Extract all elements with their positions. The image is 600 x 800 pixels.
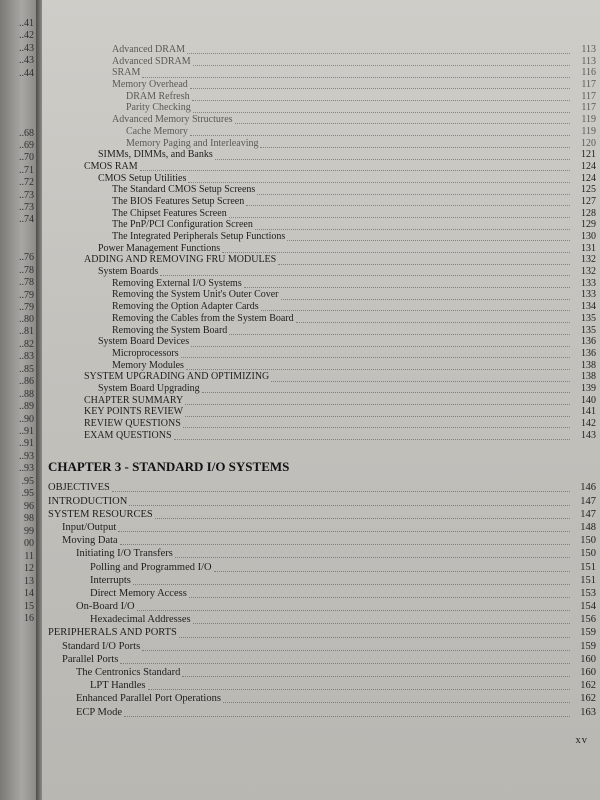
toc-entry-title: SYSTEM RESOURCES: [48, 508, 153, 520]
left-page-fragment: ..89: [19, 401, 34, 412]
toc-leader-dots: [155, 510, 570, 519]
toc-entry: [48, 547, 596, 560]
toc-entry-page: 113: [581, 44, 596, 55]
toc-entry: [48, 679, 596, 692]
toc-entry-title: Removing the Cables from the System Board: [112, 312, 294, 324]
toc-entry-page: 120: [581, 137, 596, 149]
toc-leader-dots: [160, 267, 570, 276]
toc-leader-dots: [257, 186, 570, 195]
toc-entry: [48, 600, 596, 613]
toc-entry-page: 117: [581, 102, 596, 114]
toc-leader-dots: [191, 338, 570, 347]
toc-entry-page: 148: [580, 521, 596, 533]
toc-entry-title: CMOS RAM: [84, 160, 138, 172]
toc-entry: [48, 360, 596, 372]
toc-entry-title: The Centronics Standard: [76, 667, 181, 678]
toc-entry-page: 130: [581, 231, 596, 242]
toc-entry-title: Microprocessors: [112, 347, 179, 359]
toc-entry-title: SYSTEM UPGRADING AND OPTIMIZING: [84, 371, 270, 383]
toc-entry-title: Advanced Memory Structures: [112, 114, 233, 126]
toc-leader-dots: [261, 302, 570, 311]
toc-leader-dots: [192, 92, 570, 101]
toc-leader-dots: [271, 373, 570, 382]
toc-entry-title: Removing External I/O Systems: [112, 277, 242, 289]
toc-leader-dots: [120, 536, 570, 545]
toc-leader-dots: [148, 681, 570, 690]
toc-entry-title: System Board Devices: [98, 336, 190, 348]
toc-entry-page: 131: [581, 242, 596, 254]
toc-entry-title: SRAM: [112, 67, 141, 79]
toc-entry-page: 140: [581, 394, 596, 406]
toc-entry-title: INTRODUCTION: [48, 495, 128, 507]
left-page-fragment: 13: [24, 576, 34, 587]
toc-entry-page: 163: [580, 706, 596, 718]
toc-entry: [48, 430, 596, 442]
toc-entry-page: 160: [580, 667, 596, 678]
toc-leader-dots: [190, 80, 570, 89]
toc-leader-dots: [246, 197, 570, 206]
toc-leader-dots: [142, 642, 570, 651]
toc-entry-title: The PnP/PCI Configuration Screen: [112, 219, 253, 231]
toc-entry: [48, 208, 596, 220]
toc-entry: [48, 692, 596, 705]
toc-entry-page: 133: [581, 277, 596, 289]
toc-entry: [48, 418, 596, 430]
toc-entry: [48, 231, 596, 243]
toc-leader-dots: [215, 151, 570, 160]
toc-entry-page: 135: [581, 324, 596, 336]
toc-entry: [48, 371, 596, 383]
toc-entry-page: 124: [581, 172, 596, 184]
toc-leader-dots: [188, 174, 570, 183]
toc-leader-dots: [281, 291, 570, 300]
toc-leader-dots: [124, 708, 570, 717]
toc-entry-title: OBJECTIVES: [48, 482, 110, 494]
toc-entry: [48, 348, 596, 360]
toc-section-chapter2-continued: [48, 44, 596, 441]
left-page-fragment: ..43: [19, 55, 34, 66]
toc-leader-dots: [202, 384, 570, 393]
left-page-fragment: ..82: [19, 339, 34, 350]
toc-entry-page: 132: [581, 266, 596, 278]
toc-entry: [48, 587, 596, 600]
toc-entry-page: 147: [580, 508, 596, 520]
toc-entry: [48, 184, 596, 196]
toc-entry-title: Standard I/O Ports: [62, 640, 141, 652]
toc-entry-page: 162: [580, 680, 596, 692]
toc-entry: [48, 196, 596, 208]
left-page-fragment: ..69: [19, 140, 34, 151]
toc-leader-dots: [190, 127, 570, 136]
toc-entry: [48, 56, 596, 68]
toc-leader-dots: [185, 396, 570, 405]
toc-entry: [48, 102, 596, 114]
toc-entry-title: Initiating I/O Transfers: [76, 548, 173, 560]
toc-entry: [48, 289, 596, 301]
toc-leader-dots: [287, 232, 570, 241]
toc-entry-page: 117: [581, 90, 596, 102]
toc-entry-title: Removing the Option Adapter Cards: [112, 301, 259, 313]
toc-entry: [48, 666, 596, 679]
left-page-fragment: ..43: [19, 43, 34, 54]
toc-entry: [48, 406, 596, 418]
left-page-fragment: ..70: [19, 152, 34, 163]
toc-entry-page: 142: [581, 418, 596, 429]
toc-entry-title: System Boards: [98, 266, 159, 278]
left-page-fragment: 16: [24, 613, 34, 624]
toc-entry: [48, 254, 596, 266]
left-page-fragment: 99: [24, 526, 34, 537]
toc-leader-dots: [174, 431, 571, 440]
toc-entry-page: 146: [580, 482, 596, 494]
toc-entry: [48, 301, 596, 313]
left-page-fragment: ..74: [19, 214, 34, 225]
toc-entry-page: 117: [581, 79, 596, 91]
left-page-fragment: ..91: [19, 426, 34, 437]
toc-leader-dots: [133, 576, 570, 585]
toc-leader-dots: [214, 563, 570, 572]
toc-entry: [48, 126, 596, 138]
toc-leader-dots: [185, 408, 570, 417]
toc-entry: [48, 626, 596, 639]
left-page-fragment: ..93: [19, 463, 34, 474]
toc-leader-dots: [187, 45, 570, 54]
toc-leader-dots: [189, 589, 570, 598]
toc-entry-page: 136: [581, 336, 596, 348]
toc-leader-dots: [182, 668, 570, 677]
toc-entry-page: 133: [581, 289, 596, 301]
toc-entry: [48, 561, 596, 574]
toc-entry-title: ECP Mode: [76, 706, 122, 718]
toc-entry: [48, 613, 596, 626]
toc-leader-dots: [193, 104, 570, 113]
toc-leader-dots: [118, 523, 570, 532]
toc-leader-dots: [140, 162, 570, 171]
toc-leader-dots: [229, 209, 570, 218]
toc-leader-dots: [120, 655, 570, 664]
toc-entry-title: LPT Handles: [90, 680, 146, 692]
toc-entry-title: System Board Upgrading: [98, 382, 200, 394]
toc-entry: [48, 67, 596, 79]
toc-leader-dots: [222, 244, 570, 253]
toc-entry-title: EXAM QUESTIONS: [84, 429, 172, 441]
left-page-fragment: ..90: [19, 414, 34, 425]
toc-entry: [48, 44, 596, 56]
toc-entry-page: 124: [581, 160, 596, 172]
toc-entry: [48, 640, 596, 653]
toc-entry: [48, 313, 596, 325]
chapter-heading: CHAPTER 3 - STANDARD I/O SYSTEMS: [48, 459, 290, 475]
toc-entry-title: On-Board I/O: [76, 601, 135, 613]
toc-entry-page: 156: [580, 614, 596, 626]
toc-entry-page: 128: [581, 207, 596, 219]
toc-leader-dots: [181, 349, 570, 358]
left-page-fragment: ..78: [19, 277, 34, 288]
table-of-contents: [48, 44, 596, 719]
toc-entry: [48, 79, 596, 91]
toc-entry: [48, 383, 596, 395]
toc-entry: [48, 161, 596, 173]
left-page-fragment: 14: [24, 588, 34, 599]
left-page-fragment: ..91: [19, 438, 34, 449]
toc-entry: [48, 149, 596, 161]
toc-entry-page: 153: [580, 587, 596, 599]
toc-leader-dots: [129, 497, 570, 506]
left-page-fragment: ..68: [19, 128, 34, 139]
toc-entry: [48, 508, 596, 521]
toc-entry: [48, 653, 596, 666]
toc-leader-dots: [112, 483, 570, 492]
toc-entry-title: Advanced SDRAM: [112, 55, 191, 67]
toc-entry-page: 138: [581, 371, 596, 383]
toc-entry-page: 159: [580, 627, 596, 639]
left-page-fragment: ..78: [19, 265, 34, 276]
toc-entry-title: DRAM Refresh: [126, 90, 190, 102]
toc-entry-title: Cache Memory: [126, 125, 188, 137]
left-page-fragment: ..79: [19, 290, 34, 301]
toc-entry-page: 150: [580, 548, 596, 560]
left-page-fragment: ..72: [19, 177, 34, 188]
toc-entry-title: The Standard CMOS Setup Screens: [112, 184, 256, 196]
toc-entry-title: PERIPHERALS AND PORTS: [48, 627, 177, 639]
toc-entry-page: 159: [580, 640, 596, 652]
left-page-fragment: ..73: [19, 202, 34, 213]
toc-entry-title: Interrupts: [90, 574, 131, 586]
toc-entry-page: 121: [581, 149, 596, 161]
toc-entry: [48, 278, 596, 290]
toc-entry-page: 160: [580, 653, 596, 665]
toc-entry-title: Input/Output: [62, 521, 117, 533]
toc-entry-title: Removing the System Unit's Outer Cover: [112, 289, 279, 301]
left-page-fragment: 96: [24, 501, 34, 512]
toc-entry-title: Moving Data: [62, 535, 118, 547]
toc-entry: [48, 266, 596, 278]
left-page-fragment: 12: [24, 563, 34, 574]
toc-leader-dots: [260, 139, 570, 148]
page-number: xv: [575, 735, 588, 746]
toc-entry-page: 154: [580, 601, 596, 613]
toc-entry: [48, 521, 596, 534]
left-page-fragment: ..85: [19, 364, 34, 375]
left-page-fragment: 15: [24, 601, 34, 612]
toc-entry-title: REVIEW QUESTIONS: [84, 418, 181, 429]
toc-leader-dots: [235, 115, 570, 124]
toc-entry-title: Removing the System Board: [112, 324, 228, 336]
toc-entry: [48, 219, 596, 231]
toc-entry-page: 136: [581, 347, 596, 359]
toc-entry-page: 147: [580, 495, 596, 507]
left-page-fragment: ..41: [19, 18, 34, 29]
toc-leader-dots: [183, 419, 570, 428]
left-page-edge: [0, 0, 36, 800]
left-page-fragment: ..83: [19, 351, 34, 362]
toc-entry-page: 134: [581, 301, 596, 313]
toc-entry-title: Memory Paging and Interleaving: [126, 137, 259, 149]
toc-entry-page: 143: [581, 429, 596, 441]
toc-entry: [48, 243, 596, 255]
toc-entry-title: Parity Checking: [126, 102, 191, 114]
toc-leader-dots: [229, 326, 570, 335]
toc-entry-title: Memory Modules: [112, 359, 184, 371]
left-page-fragment: 11: [24, 551, 34, 562]
left-page-fragment: ..76: [19, 252, 34, 263]
toc-leader-dots: [193, 57, 570, 66]
toc-entry-page: 119: [581, 125, 596, 137]
left-page-fragment: ..81: [19, 326, 34, 337]
left-page-fragment: 98: [24, 513, 34, 524]
toc-leader-dots: [255, 221, 570, 230]
left-page-fragment: ..93: [19, 451, 34, 462]
toc-entry-page: 151: [580, 561, 596, 573]
toc-entry: [48, 138, 596, 150]
toc-entry-page: 139: [581, 382, 596, 394]
toc-entry-page: 129: [581, 219, 596, 231]
toc-entry-title: The Integrated Peripherals Setup Functions: [112, 231, 286, 242]
toc-entry-title: Power Management Functions: [98, 242, 221, 254]
toc-entry-title: Polling and Programmed I/O: [90, 561, 212, 573]
toc-entry-title: The Chipset Features Screen: [112, 207, 227, 219]
toc-entry-page: 116: [581, 67, 596, 79]
toc-entry-page: 127: [581, 195, 596, 207]
toc-entry: [48, 336, 596, 348]
left-page-fragment: 00: [24, 538, 34, 549]
toc-page: [42, 0, 600, 800]
toc-leader-dots: [296, 314, 570, 323]
toc-leader-dots: [186, 361, 570, 370]
toc-entry-title: SIMMs, DIMMs, and Banks: [98, 149, 213, 161]
toc-entry-title: Advanced DRAM: [112, 44, 186, 55]
left-page-fragment: .95: [21, 476, 34, 487]
toc-entry: [48, 173, 596, 185]
toc-entry-page: 141: [581, 406, 596, 418]
toc-leader-dots: [244, 279, 570, 288]
left-page-fragment: ..71: [19, 165, 34, 176]
left-page-fragment: ..86: [19, 376, 34, 387]
toc-entry-title: Enhanced Parallel Port Operations: [76, 693, 221, 705]
toc-entry-title: Parallel Ports: [62, 653, 119, 665]
toc-entry-title: Memory Overhead: [112, 79, 188, 91]
toc-entry-page: 132: [581, 254, 596, 266]
left-page-fragment: ..44: [19, 68, 34, 79]
toc-leader-dots: [175, 549, 570, 558]
toc-leader-dots: [223, 694, 570, 703]
toc-entry-page: 135: [581, 312, 596, 324]
toc-entry-page: 162: [580, 693, 596, 705]
left-page-fragment: ..79: [19, 302, 34, 313]
toc-entry-title: CHAPTER SUMMARY: [84, 394, 184, 406]
toc-entry-page: 125: [581, 184, 596, 196]
toc-entry-title: ADDING AND REMOVING FRU MODULES: [84, 254, 277, 266]
toc-entry-title: Hexadecimal Addresses: [90, 614, 191, 626]
toc-entry: [48, 91, 596, 103]
toc-entry: [48, 706, 596, 719]
toc-entry: [48, 325, 596, 337]
toc-entry-title: The BIOS Features Setup Screen: [112, 195, 245, 207]
left-page-fragment: ..73: [19, 190, 34, 201]
toc-entry: [48, 495, 596, 508]
toc-leader-dots: [137, 602, 570, 611]
left-page-fragment: ..88: [19, 389, 34, 400]
toc-leader-dots: [278, 256, 570, 265]
toc-entry-page: 151: [580, 574, 596, 586]
toc-leader-dots: [193, 615, 570, 624]
toc-entry: [48, 574, 596, 587]
toc-entry-page: 113: [581, 55, 596, 67]
toc-entry-page: 138: [581, 359, 596, 371]
toc-leader-dots: [179, 629, 570, 638]
toc-entry-page: 150: [580, 535, 596, 547]
toc-entry: [48, 114, 596, 126]
toc-entry-title: CMOS Setup Utilities: [98, 172, 187, 184]
toc-entry: [48, 534, 596, 547]
toc-entry-page: 119: [581, 114, 596, 126]
toc-section-chapter3: [48, 481, 596, 718]
left-page-fragment: ..80: [19, 314, 34, 325]
toc-entry: [48, 395, 596, 407]
left-page-fragment: .95: [21, 488, 34, 499]
toc-entry: [48, 481, 596, 494]
left-page-fragment: ..42: [19, 30, 34, 41]
toc-leader-dots: [142, 69, 570, 78]
toc-entry-title: Direct Memory Access: [90, 587, 187, 599]
toc-entry-title: KEY POINTS REVIEW: [84, 406, 184, 418]
